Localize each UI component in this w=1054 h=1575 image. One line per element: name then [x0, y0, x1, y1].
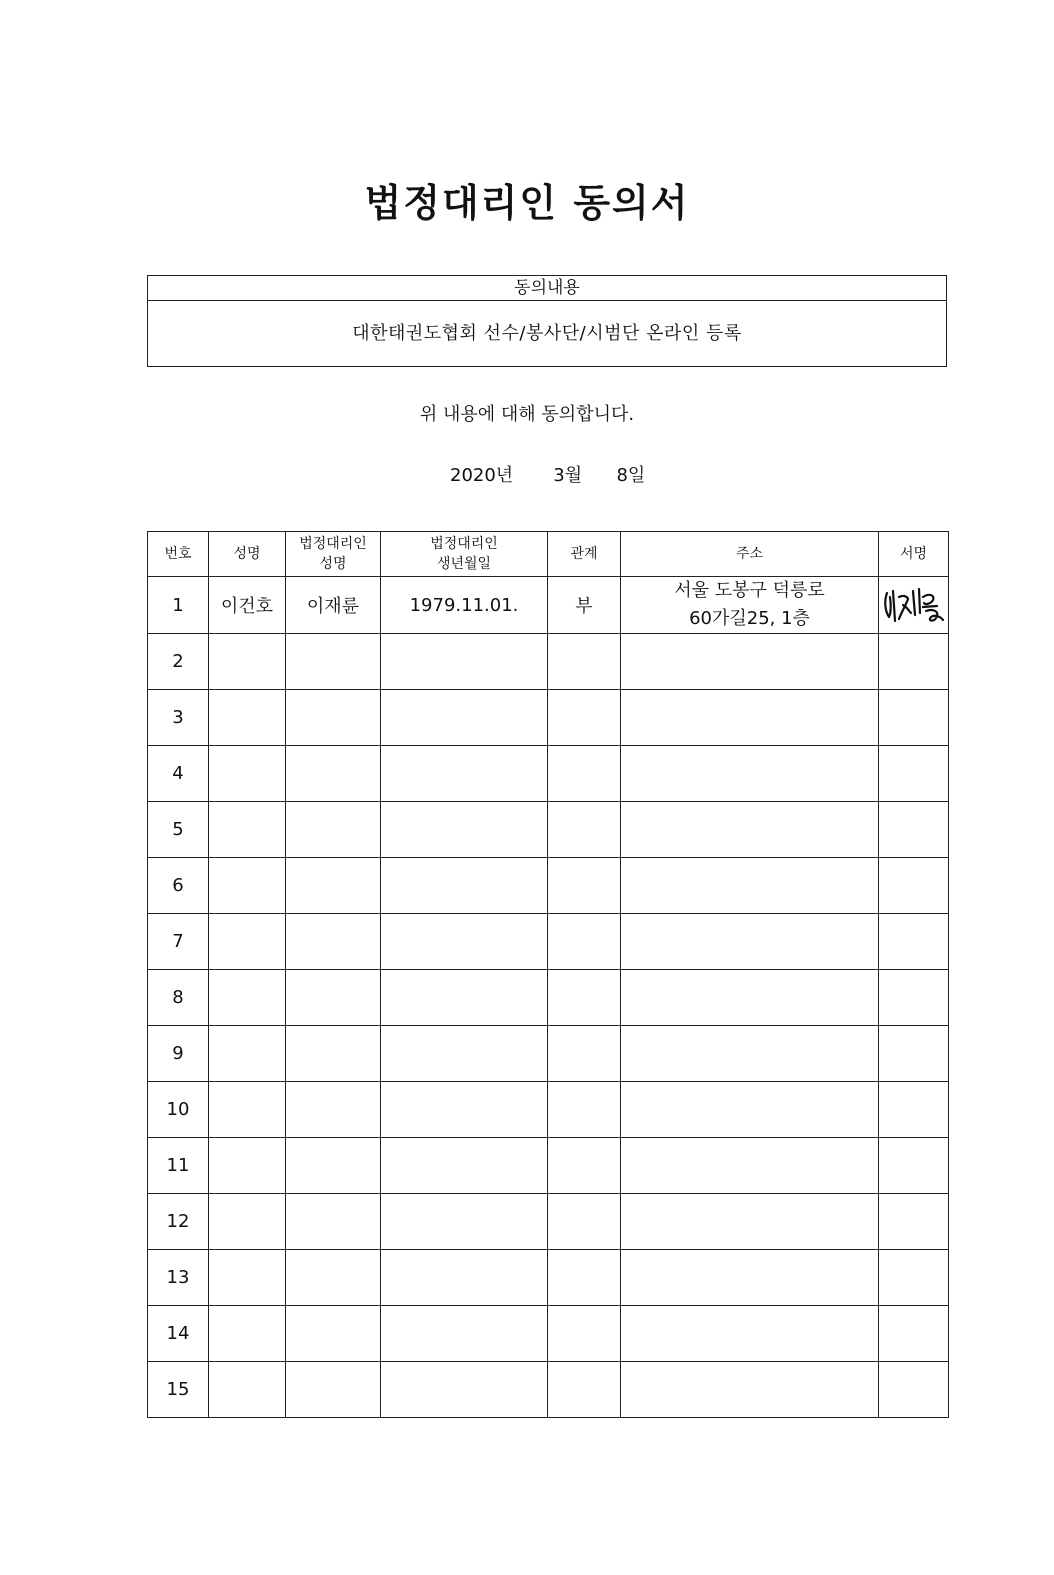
cell-no: 8	[148, 970, 209, 1026]
cell-birth	[381, 1138, 548, 1194]
cell-name	[209, 970, 286, 1026]
cell-signature	[879, 802, 949, 858]
cell-guardian	[286, 914, 381, 970]
cell-name	[209, 1082, 286, 1138]
cell-name	[209, 690, 286, 746]
cell-birth	[381, 858, 548, 914]
table-row	[148, 690, 949, 746]
cell-relation	[548, 1138, 621, 1194]
cell-guardian	[286, 1026, 381, 1082]
consent-header: 동의내용	[148, 276, 946, 301]
cell-signature	[879, 1306, 949, 1362]
table-row	[148, 1306, 949, 1362]
cell-relation	[548, 1194, 621, 1250]
cell-signature	[879, 1026, 949, 1082]
cell-guardian	[286, 746, 381, 802]
cell-name	[209, 1026, 286, 1082]
cell-signature	[879, 746, 949, 802]
cell-signature	[879, 858, 949, 914]
cell-signature	[879, 577, 949, 634]
cell-address	[621, 1306, 879, 1362]
table-row	[148, 1138, 949, 1194]
cell-guardian	[286, 1138, 381, 1194]
table-row	[148, 1250, 949, 1306]
cell-no: 10	[148, 1082, 209, 1138]
cell-address	[621, 970, 879, 1026]
cell-address	[621, 1138, 879, 1194]
cell-signature	[879, 914, 949, 970]
table-row	[148, 634, 949, 690]
cell-relation	[548, 746, 621, 802]
header-relation: 관계	[548, 532, 621, 577]
cell-no: 4	[148, 746, 209, 802]
cell-no: 11	[148, 1138, 209, 1194]
cell-signature	[879, 1138, 949, 1194]
table-row	[148, 914, 949, 970]
cell-no: 14	[148, 1306, 209, 1362]
header-address: 주소	[621, 532, 879, 577]
date-day: 8일	[616, 465, 646, 486]
table-row	[148, 1362, 949, 1418]
cell-address	[621, 858, 879, 914]
cell-birth	[381, 690, 548, 746]
cell-no: 2	[148, 634, 209, 690]
cell-relation	[548, 1306, 621, 1362]
table-row	[148, 1082, 949, 1138]
table-row	[148, 858, 949, 914]
cell-guardian	[286, 802, 381, 858]
cell-signature	[879, 1362, 949, 1418]
cell-birth	[381, 1026, 548, 1082]
cell-relation	[548, 634, 621, 690]
cell-birth	[381, 746, 548, 802]
header-no: 번호	[148, 532, 209, 577]
cell-name	[209, 1306, 286, 1362]
cell-signature	[879, 1250, 949, 1306]
cell-relation	[548, 1250, 621, 1306]
cell-relation	[548, 802, 621, 858]
cell-relation: 부	[548, 577, 621, 634]
cell-guardian	[286, 1362, 381, 1418]
cell-name	[209, 634, 286, 690]
cell-guardian	[286, 634, 381, 690]
header-guardian-birth-line2: 생년월일	[436, 556, 492, 572]
table-row	[148, 1026, 949, 1082]
cell-guardian	[286, 1082, 381, 1138]
cell-birth	[381, 914, 548, 970]
header-signature: 서명	[879, 532, 949, 577]
header-name: 성명	[209, 532, 286, 577]
page-title: 법정대리인 동의서	[364, 181, 690, 225]
table-row	[148, 802, 949, 858]
cell-name	[209, 858, 286, 914]
cell-signature	[879, 1082, 949, 1138]
cell-no: 6	[148, 858, 209, 914]
table-row	[148, 1194, 949, 1250]
cell-name	[209, 1250, 286, 1306]
cell-birth	[381, 1362, 548, 1418]
header-guardian-name	[286, 532, 381, 577]
cell-name	[209, 746, 286, 802]
cell-birth	[381, 1082, 548, 1138]
guardian-table	[147, 531, 949, 1418]
cell-signature	[879, 690, 949, 746]
cell-relation	[548, 914, 621, 970]
table-row	[148, 577, 949, 634]
cell-birth	[381, 970, 548, 1026]
cell-relation	[548, 1362, 621, 1418]
cell-no: 15	[148, 1362, 209, 1418]
header-guardian-birth-line1: 법정대리인	[430, 536, 498, 552]
cell-address	[621, 577, 879, 634]
header-guardian-name-line1: 법정대리인	[299, 536, 367, 552]
cell-no: 1	[148, 577, 209, 634]
cell-address	[621, 1194, 879, 1250]
date-month: 3월	[553, 465, 583, 486]
cell-relation	[548, 970, 621, 1026]
cell-relation	[548, 690, 621, 746]
cell-guardian	[286, 690, 381, 746]
table-row	[148, 746, 949, 802]
cell-signature	[879, 634, 949, 690]
cell-relation	[548, 1026, 621, 1082]
cell-no: 13	[148, 1250, 209, 1306]
header-guardian-name-line2: 성명	[319, 556, 347, 572]
cell-no: 12	[148, 1194, 209, 1250]
cell-guardian	[286, 858, 381, 914]
cell-address	[621, 746, 879, 802]
date-year: 2020년	[450, 465, 514, 486]
cell-name	[209, 802, 286, 858]
cell-name	[209, 1138, 286, 1194]
cell-guardian	[286, 1306, 381, 1362]
cell-signature	[879, 1194, 949, 1250]
cell-name: 이건호	[209, 577, 286, 634]
cell-address	[621, 802, 879, 858]
cell-name	[209, 1362, 286, 1418]
cell-no: 5	[148, 802, 209, 858]
cell-address	[621, 914, 879, 970]
address-line-2: 60가길25, 1층	[689, 608, 810, 629]
cell-birth	[381, 634, 548, 690]
cell-guardian	[286, 970, 381, 1026]
cell-relation	[548, 858, 621, 914]
cell-birth	[381, 1194, 548, 1250]
cell-birth	[381, 1250, 548, 1306]
cell-address	[621, 1362, 879, 1418]
table-header-row	[148, 532, 949, 577]
table-row	[148, 970, 949, 1026]
consent-box	[147, 275, 947, 367]
cell-birth: 1979.11.01.	[381, 577, 548, 634]
cell-guardian	[286, 1194, 381, 1250]
address-line-1: 서울 도봉구 덕릉로	[674, 580, 825, 601]
cell-birth	[381, 1306, 548, 1362]
agreement-statement: 위 내용에 대해 동의합니다.	[419, 404, 635, 425]
cell-address	[621, 634, 879, 690]
cell-guardian	[286, 1250, 381, 1306]
cell-address	[621, 1082, 879, 1138]
cell-relation	[548, 1082, 621, 1138]
cell-no: 3	[148, 690, 209, 746]
handwritten-signature	[881, 583, 947, 627]
cell-no: 7	[148, 914, 209, 970]
cell-name	[209, 1194, 286, 1250]
header-guardian-birth	[381, 532, 548, 577]
cell-address	[621, 1250, 879, 1306]
signed-date	[450, 461, 645, 487]
cell-address	[621, 1026, 879, 1082]
cell-birth	[381, 802, 548, 858]
consent-content: 대한태권도협회 선수/봉사단/시범단 온라인 등록	[352, 323, 742, 344]
cell-address	[621, 690, 879, 746]
cell-signature	[879, 970, 949, 1026]
cell-name	[209, 914, 286, 970]
cell-no: 9	[148, 1026, 209, 1082]
cell-guardian: 이재륜	[286, 577, 381, 634]
